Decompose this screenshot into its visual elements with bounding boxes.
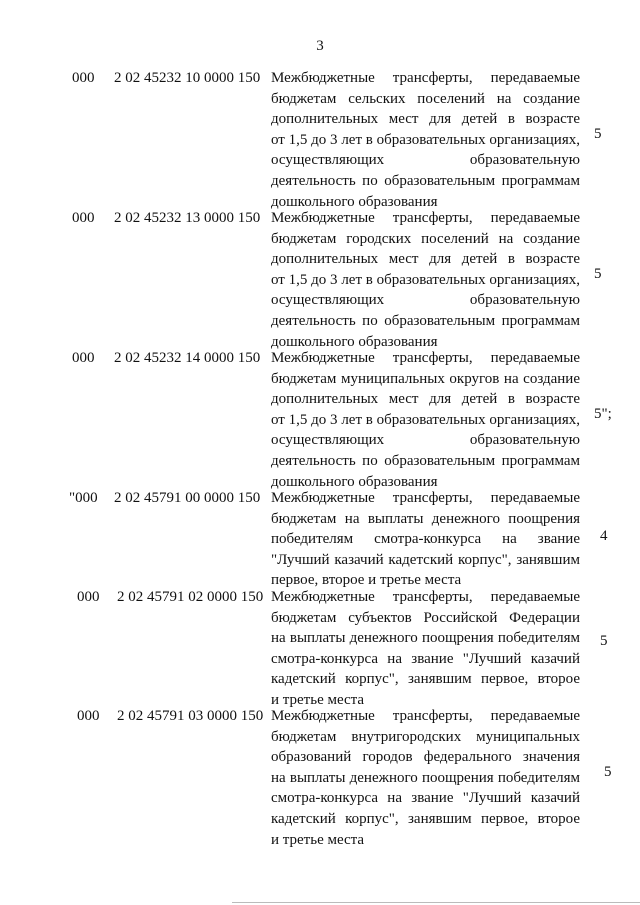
budget-code: 2 02 45791 00 0000 150 — [114, 490, 261, 506]
value: 5 — [600, 633, 608, 649]
code-prefix: 000 — [72, 70, 95, 86]
description — [271, 706, 580, 850]
description-line: Межбюджетные трансферты, передаваемые — [271, 490, 580, 506]
value: 5 — [594, 126, 602, 142]
description-line: осуществляющих образовательную — [271, 292, 580, 309]
description-line: дошкольного образования — [271, 333, 438, 350]
description-line: дополнительных мест для детей в возрасте — [271, 111, 580, 128]
budget-code: 2 02 45791 03 0000 150 — [117, 708, 264, 724]
description-line: дошкольного образования — [271, 193, 438, 210]
description-line: Межбюджетные трансферты, передаваемые — [271, 210, 580, 226]
page-number: 3 — [316, 38, 324, 54]
description-line: кадетский корпус", занявшим первое, второе — [271, 671, 580, 688]
description-line: на выплаты денежного поощрения победителям — [271, 630, 580, 647]
budget-code: 2 02 45232 10 0000 150 — [114, 70, 261, 86]
budget-code: 2 02 45232 14 0000 150 — [114, 350, 261, 366]
description — [271, 488, 580, 591]
description-line: Межбюджетные трансферты, передаваемые — [271, 70, 580, 86]
description-line: осуществляющих образовательную — [271, 152, 580, 169]
description-line: кадетский корпус", занявшим первое, второе — [271, 810, 580, 827]
description-line: первое, второе и третье места — [271, 572, 462, 589]
value: 5"; — [594, 406, 612, 422]
budget-code: 2 02 45232 13 0000 150 — [114, 210, 261, 226]
description-line: победителям смотра-конкурса на звание — [271, 531, 580, 548]
description-line: образований городов федерального значения — [271, 749, 580, 766]
code-prefix: 000 — [77, 589, 100, 605]
budget-code: 2 02 45791 02 0000 150 — [117, 589, 264, 605]
description-line: дополнительных мест для детей в возрасте — [271, 251, 580, 268]
description-line: бюджетам внутригородских муниципальных — [271, 728, 580, 745]
description-line: бюджетам субъектов Российской Федерации — [271, 609, 580, 626]
description — [271, 68, 580, 212]
description-line: и третье места — [271, 831, 365, 848]
description — [271, 587, 580, 711]
description-line: дошкольного образования — [271, 473, 438, 490]
value: 5 — [604, 764, 612, 780]
code-prefix: "000 — [69, 490, 98, 506]
description-line: бюджетам муниципальных округов на создание — [271, 370, 580, 387]
description-line: "Лучший казачий кадетский корпус", занявшим — [271, 551, 580, 568]
description-line: бюджетам городских поселений на создание — [271, 230, 580, 247]
description-line: на выплаты денежного поощрения победителям — [271, 769, 580, 786]
scan-edge-divider — [232, 902, 640, 903]
description-line: Межбюджетные трансферты, передаваемые — [271, 589, 580, 605]
description — [271, 208, 580, 352]
description-line: деятельность по образовательным программам — [271, 312, 580, 329]
code-prefix: 000 — [72, 350, 95, 366]
description — [271, 348, 580, 492]
value: 4 — [600, 528, 608, 544]
description-line: Межбюджетные трансферты, передаваемые — [271, 708, 580, 724]
description-line: бюджетам на выплаты денежного поощрения — [271, 510, 580, 527]
description-line: от 1,5 до 3 лет в образовательных организациях, — [271, 131, 580, 148]
description-line: деятельность по образовательным программам — [271, 172, 580, 189]
value: 5 — [594, 266, 602, 282]
description-line: смотра-конкурса на звание "Лучший казачий — [271, 790, 580, 807]
description-line: дополнительных мест для детей в возрасте — [271, 391, 580, 408]
description-line: осуществляющих образовательную — [271, 432, 580, 449]
description-line: и третье места — [271, 691, 365, 708]
description-line: от 1,5 до 3 лет в образовательных организациях, — [271, 411, 580, 428]
description-line: от 1,5 до 3 лет в образовательных организациях, — [271, 271, 580, 288]
description-line: Межбюджетные трансферты, передаваемые — [271, 350, 580, 366]
description-line: смотра-конкурса на звание "Лучший казачий — [271, 650, 580, 667]
description-line: деятельность по образовательным программам — [271, 452, 580, 469]
code-prefix: 000 — [77, 708, 100, 724]
description-line: бюджетам сельских поселений на создание — [271, 90, 580, 107]
code-prefix: 000 — [72, 210, 95, 226]
